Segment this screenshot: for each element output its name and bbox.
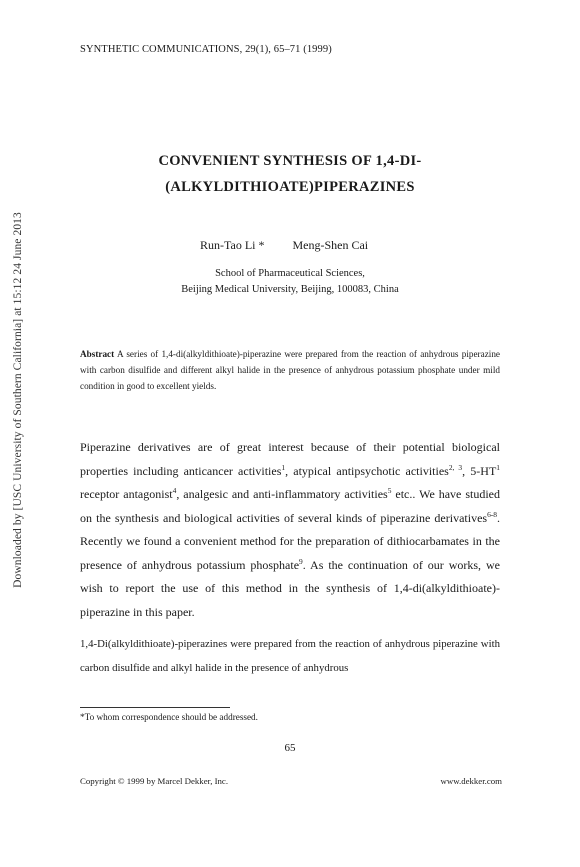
citation-2-3: 2, 3	[448, 462, 463, 472]
author-1: Run-Tao Li *	[200, 238, 265, 252]
copyright-notice: Copyright © 1999 by Marcel Dekker, Inc.	[80, 776, 229, 786]
p1-text-5: , analgesic and anti-inflammatory activities	[176, 487, 388, 501]
download-watermark-text: Downloaded by [USC University of Southern California] at 15:12 24 June 2013	[12, 212, 24, 588]
affiliation-line-2: Beijing Medical University, Beijing, 100083, China	[181, 284, 399, 295]
body-paragraph-1	[80, 436, 500, 624]
p1-text-1: Piperazine derivatives are of great interest because of their potential biological properties including anticancer activities	[80, 440, 500, 478]
paper-title-line-2: (ALKYLDITHIOATE)PIPERAZINES	[165, 179, 415, 195]
paper-title-line-1: CONVENIENT SYNTHESIS OF 1,4-DI-	[158, 153, 422, 169]
author-2: Meng-Shen Cai	[292, 238, 369, 252]
citation-4: 4	[172, 486, 177, 495]
p1-text-4: receptor antagonist	[80, 487, 173, 501]
p1-text-8: . As the continuation of our works, we wish to report the use of this method in the synthesis of 1,4-di(alkyldithioate)-piperazine in this paper.	[80, 557, 500, 619]
citation-9: 9	[299, 556, 303, 566]
citation-1: 1	[281, 462, 286, 472]
footnote: *To whom correspondence should be addressed.	[80, 712, 258, 722]
abstract	[80, 346, 500, 394]
body-paragraph-2: 1,4-Di(alkyldithioate)-piperazines were prepared from the reaction of anhydrous piperazine with carbon disulfide and alkyl halide in the presence of anhydrous	[80, 638, 500, 674]
p1-text-7: . Recently we found a convenient method for the preparation of dithiocarbamates in the presence of anhydrous potassium phosphate	[80, 510, 500, 572]
affiliation-line-1: School of Pharmaceutical Sciences,	[215, 268, 365, 279]
download-watermark	[10, 140, 26, 660]
p1-text-2: , atypical antipsychotic activities	[285, 463, 449, 478]
ht-subscript: 1	[496, 462, 500, 472]
citation-5: 5	[387, 486, 392, 495]
footnote-divider	[80, 707, 230, 708]
citation-6-8: 6-8	[487, 509, 497, 519]
journal-citation: SYNTHETIC COMMUNICATIONS, 29(1), 65–71 (1999)	[80, 44, 332, 55]
page-number: 65	[284, 742, 296, 754]
abstract-label: Abstract	[80, 349, 115, 359]
p1-text-3: , 5-HT	[462, 463, 497, 478]
author-list	[200, 238, 368, 253]
publisher-website: www.dekker.com	[440, 776, 502, 786]
p1-text-6: etc.. We have studied on the synthesis and biological activities of several kinds of piperazine derivatives	[80, 487, 500, 525]
abstract-text: A series of 1,4-di(alkyldithioate)-piperazine were prepared from the reaction of anhydrous piperazine with carbon disulfide and different alkyl halide in the presence of anhydrous potassium phosphate under mild condition in good to excellent yields.	[80, 349, 501, 391]
